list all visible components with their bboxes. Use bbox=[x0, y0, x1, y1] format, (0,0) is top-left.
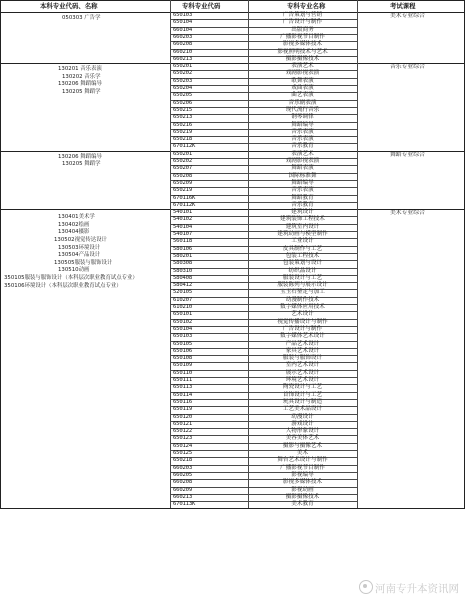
associate-code-cell: 650121 bbox=[173, 420, 193, 427]
associate-code-cell: 540101 bbox=[173, 209, 193, 216]
associate-name-cell: 工业设计 bbox=[291, 238, 314, 245]
associate-name-cell: 环境艺术设计 bbox=[285, 377, 320, 383]
associate-code-cell: 650219 bbox=[173, 187, 193, 194]
associate-code-cell: 660208 bbox=[173, 41, 193, 48]
associate-name-cell: 摄影摄像技术 bbox=[285, 493, 320, 500]
associate-code-cell: 650207 bbox=[173, 165, 193, 172]
associate-code-cell: 650110 bbox=[173, 369, 193, 376]
associate-name-cell: 建筑室内设计 bbox=[285, 223, 320, 230]
associate-code-cell: 540107 bbox=[173, 231, 193, 237]
associate-name-cell: 曲艺表演 bbox=[291, 92, 314, 99]
associate-code-cell: 650209 bbox=[173, 179, 193, 186]
associate-code-cell: 660208 bbox=[173, 479, 193, 486]
associate-code-cell: 610210 bbox=[173, 304, 193, 310]
associate-name-cell: 美术教育 bbox=[291, 501, 314, 508]
associate-code-cell: 670112K bbox=[173, 143, 196, 150]
associate-name-cell: 建筑动画与模型制作 bbox=[277, 231, 328, 237]
associate-code-cell: 580106 bbox=[173, 245, 193, 252]
associate-code-cell: 650103 bbox=[173, 12, 193, 18]
undergrad-major-item: 130206 舞蹈编导 bbox=[58, 81, 102, 88]
undergrad-major-item: 130504产品设计 bbox=[58, 252, 101, 259]
associate-name-cell: 戏曲表演 bbox=[291, 85, 314, 91]
associate-name-cell: 音乐表演 bbox=[291, 136, 314, 143]
associate-name-cell: 广播影视节目制作 bbox=[280, 464, 325, 471]
associate-name-cell: 广告策划与营销 bbox=[282, 12, 323, 18]
associate-code-cell: 660213 bbox=[173, 493, 193, 500]
associate-code-cell: 580310 bbox=[173, 267, 193, 274]
associate-name-cell: 服装陈列与展示设计 bbox=[277, 282, 328, 289]
associate-code-cell: 650102 bbox=[173, 318, 193, 325]
undergrad-major-item: 050303 广告学 bbox=[62, 15, 101, 21]
associate-code-cell: 580201 bbox=[173, 252, 193, 259]
undergrad-major-item: 130404摄影 bbox=[58, 229, 90, 236]
associate-code-cell: 650202 bbox=[173, 158, 193, 164]
associate-code-cell: 660210 bbox=[173, 48, 193, 55]
associate-code-cell: 580412 bbox=[173, 282, 193, 289]
associate-name-cell: 建筑设计 bbox=[291, 209, 314, 216]
associate-code-cell: 650205 bbox=[173, 92, 193, 99]
associate-code-cell: 650125 bbox=[173, 450, 193, 456]
associate-code-cell: 650213 bbox=[173, 114, 193, 121]
associate-name-cell: 影视动画 bbox=[291, 486, 314, 493]
associate-code-cell: 670116K bbox=[173, 194, 196, 201]
associate-code-cell: 650201 bbox=[173, 150, 193, 157]
undergrad-major-item: 130206 舞蹈编导 bbox=[58, 153, 102, 160]
associate-code-cell: 540104 bbox=[173, 223, 193, 230]
table-top-border bbox=[0, 0, 465, 1]
associate-code-cell: 650215 bbox=[173, 106, 193, 113]
associate-code-cell: 650204 bbox=[173, 85, 193, 91]
associate-name-cell: 舞蹈教育 bbox=[291, 194, 314, 201]
associate-code-cell: 650105 bbox=[173, 340, 193, 347]
associate-name-cell: 服装设计与工艺 bbox=[282, 274, 323, 281]
associate-code-cell: 650101 bbox=[173, 311, 193, 318]
watermark bbox=[359, 580, 459, 596]
associate-name-cell: 舞蹈编导 bbox=[291, 179, 314, 186]
undergrad-major-item: 130205 舞蹈学 bbox=[62, 88, 101, 95]
associate-name-cell: 室内艺术设计 bbox=[285, 362, 320, 369]
associate-name-cell: 人物形象设计 bbox=[285, 428, 320, 435]
associate-code-cell: 650201 bbox=[173, 63, 193, 70]
undergrad-major-item: 130510动画 bbox=[58, 267, 90, 274]
undergrad-major-item: 130201 音乐表演 bbox=[58, 66, 102, 73]
associate-code-cell: 660213 bbox=[173, 55, 193, 62]
associate-name-cell: 美术 bbox=[296, 450, 309, 456]
associate-name-cell: 展示艺术设计 bbox=[285, 369, 320, 376]
undergrad-major-item: 130205 舞蹈学 bbox=[62, 161, 101, 168]
associate-code-cell: 650116 bbox=[173, 398, 193, 405]
undergrad-major-item: 130401美术学 bbox=[58, 214, 95, 221]
associate-code-cell: 520105 bbox=[173, 289, 193, 296]
exam-course-cell: 音乐专业综合 bbox=[390, 64, 425, 71]
associate-name-cell: 影视多媒体技术 bbox=[282, 479, 323, 486]
exam-course-cell: 美术专业综合 bbox=[390, 13, 425, 19]
associate-code-cell: 650104 bbox=[173, 19, 193, 26]
table-left-border bbox=[0, 0, 1, 509]
watermark-text: 河南专升本资讯网 bbox=[375, 583, 459, 595]
associate-code-cell: 660205 bbox=[173, 471, 193, 478]
associate-name-cell: 工艺美术品设计 bbox=[282, 406, 323, 413]
associate-name-cell: 皮具制作与工艺 bbox=[282, 245, 323, 252]
associate-name-cell: 戏剧影视表演 bbox=[285, 70, 320, 77]
associate-name-cell: 动漫制作技术 bbox=[285, 296, 320, 303]
associate-code-cell: 650109 bbox=[173, 362, 193, 369]
associate-code-cell: 670113K bbox=[173, 501, 196, 508]
associate-code-cell: 650106 bbox=[173, 347, 193, 354]
undergrad-major-item: 130502视觉传达设计 bbox=[54, 236, 107, 243]
associate-name-cell: 包装工程技术 bbox=[285, 252, 320, 259]
associate-name-cell: 舞蹈表演 bbox=[291, 165, 314, 172]
associate-code-cell: 650219 bbox=[173, 128, 193, 135]
associate-name-cell: 游戏设计 bbox=[291, 420, 314, 427]
associate-code-cell: 650113 bbox=[173, 384, 193, 391]
associate-code-cell: 650111 bbox=[173, 377, 193, 383]
associate-name-cell: 音乐表演 bbox=[291, 187, 314, 194]
associate-name-cell: 广播影视节目制作 bbox=[280, 33, 325, 40]
associate-name-cell: 数字媒体应用技术 bbox=[280, 304, 325, 310]
associate-name-cell: 表演艺术 bbox=[291, 150, 314, 157]
associate-name-cell: 玩具设计与制造 bbox=[282, 398, 323, 405]
associate-code-cell: 660203 bbox=[173, 33, 193, 40]
associate-name-cell: 陶瓷设计与工艺 bbox=[282, 384, 323, 391]
associate-code-cell: 650203 bbox=[173, 77, 193, 84]
associate-code-cell: 670112K bbox=[173, 201, 196, 208]
associate-code-cell: 660104 bbox=[173, 26, 193, 33]
group-divider bbox=[0, 508, 465, 509]
undergrad-major-item: 350105服装与服饰设计（本科层次职业教育试点专业） bbox=[4, 274, 138, 281]
associate-name-cell: 包装策划与设计 bbox=[282, 260, 323, 267]
header-associate-name: 专科专业名称 bbox=[287, 2, 326, 10]
associate-code-cell: 650119 bbox=[173, 406, 193, 413]
column-divider bbox=[357, 0, 358, 508]
associate-code-cell: 650103 bbox=[173, 333, 193, 340]
associate-name-cell: 国际标准舞 bbox=[288, 172, 317, 179]
associate-name-cell: 艺术设计 bbox=[291, 311, 314, 318]
associate-code-cell: 650120 bbox=[173, 413, 193, 420]
associate-code-cell: 610207 bbox=[173, 296, 193, 303]
associate-code-cell: 650123 bbox=[173, 435, 193, 442]
associate-name-cell: 建筑装饰工程技术 bbox=[280, 216, 325, 223]
column-divider bbox=[248, 0, 249, 508]
associate-name-cell: 数字媒体艺术设计 bbox=[280, 333, 325, 340]
associate-name-cell: 音乐剧表演 bbox=[288, 99, 317, 106]
associate-name-cell: 视觉传播设计与制作 bbox=[277, 318, 328, 325]
associate-name-cell: 出版商务 bbox=[291, 26, 314, 33]
associate-name-cell: 广告设计与制作 bbox=[282, 19, 323, 26]
associate-code-cell: 650114 bbox=[173, 391, 193, 398]
undergrad-major-item: 130202 音乐学 bbox=[62, 73, 101, 80]
associate-code-cell: 650206 bbox=[173, 99, 193, 106]
associate-name-cell: 纺织品设计 bbox=[288, 267, 317, 274]
associate-name-cell: 歌舞表演 bbox=[291, 77, 314, 84]
associate-name-cell: 影视编导 bbox=[291, 471, 314, 478]
associate-name-cell: 服装与服饰设计 bbox=[282, 355, 323, 362]
header-undergrad-major: 本科专业代码、名称 bbox=[40, 2, 98, 10]
exam-course-cell: 舞蹈专业综合 bbox=[390, 151, 425, 158]
associate-code-cell: 560118 bbox=[173, 238, 193, 245]
associate-name-cell: 舞台艺术设计与制作 bbox=[277, 457, 328, 464]
undergrad-major-item: 350106环境设计（本科层次职业教育试点专业） bbox=[4, 282, 122, 289]
associate-name-cell: 产品艺术设计 bbox=[285, 340, 320, 347]
associate-code-cell: 650124 bbox=[173, 442, 193, 449]
associate-name-cell: 美容美体艺术 bbox=[285, 435, 320, 442]
associate-code-cell: 650104 bbox=[173, 325, 193, 332]
associate-code-cell: 650218 bbox=[173, 457, 193, 464]
associate-code-cell: 650122 bbox=[173, 428, 193, 435]
associate-code-cell: 540102 bbox=[173, 216, 193, 223]
associate-code-cell: 650216 bbox=[173, 121, 193, 128]
watermark-logo-icon bbox=[359, 580, 373, 594]
associate-name-cell: 表演艺术 bbox=[291, 63, 314, 70]
header-associate-code: 专科专业代码 bbox=[182, 2, 221, 10]
associate-name-cell: 影视多媒体技术 bbox=[282, 41, 323, 48]
associate-code-cell: 650108 bbox=[173, 355, 193, 362]
associate-code-cell: 650202 bbox=[173, 70, 193, 77]
associate-name-cell: 音乐教育 bbox=[291, 143, 314, 150]
associate-name-cell: 音乐表演 bbox=[291, 128, 314, 135]
exam-course-cell: 美术专业综合 bbox=[390, 210, 425, 217]
undergrad-major-item: 130505服装与服饰设计 bbox=[54, 259, 113, 266]
associate-name-cell: 摄影摄像技术 bbox=[285, 55, 320, 62]
header-exam-course: 考试课程 bbox=[390, 2, 416, 10]
associate-name-cell: 音乐教育 bbox=[291, 201, 314, 208]
undergrad-major-item: 130503环境设计 bbox=[58, 244, 101, 251]
associate-code-cell: 660203 bbox=[173, 464, 193, 471]
associate-name-cell: 广告设计与制作 bbox=[282, 325, 323, 332]
associate-name-cell: 戏剧影视表演 bbox=[285, 158, 320, 164]
associate-name-cell: 摄影与摄像艺术 bbox=[282, 442, 323, 449]
associate-code-cell: 650208 bbox=[173, 172, 193, 179]
associate-name-cell: 影视照明技术与艺术 bbox=[277, 48, 328, 55]
associate-code-cell: 580408 bbox=[173, 274, 193, 281]
associate-name-cell: 现代流行音乐 bbox=[285, 106, 320, 113]
associate-name-cell: 宝玉石鉴定与加工 bbox=[280, 289, 325, 296]
associate-code-cell: 660209 bbox=[173, 486, 193, 493]
associate-name-cell: 动漫设计 bbox=[291, 413, 314, 420]
undergrad-major-item: 130402绘画 bbox=[58, 221, 90, 228]
associate-name-cell: 钢琴调律 bbox=[291, 114, 314, 121]
associate-name-cell: 舞蹈编导 bbox=[291, 121, 314, 128]
associate-code-cell: 650218 bbox=[173, 136, 193, 143]
associate-code-cell: 580308 bbox=[173, 260, 193, 267]
associate-name-cell: 首饰设计与工艺 bbox=[282, 391, 323, 398]
column-divider bbox=[170, 0, 171, 508]
associate-name-cell: 家具艺术设计 bbox=[285, 347, 320, 354]
